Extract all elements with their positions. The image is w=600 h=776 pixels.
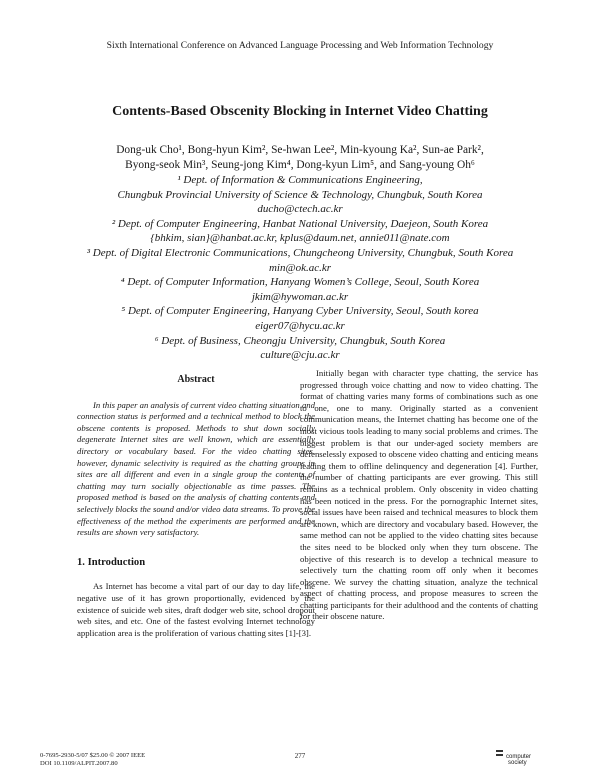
footer-isbn: 0-7695-2930-5/07 $25.00 © 2007 IEEE [40,752,146,759]
introduction-body: As Internet has become a vital part of our day to day life, the negative use of it has grown proportionally, evidenced by the existence of suicide web sites, draft dodger web site, school dropout web sites, and etc. One of the fastest evolving Internet technology application area is the proliferation of various chatting sites [1]-[3]. [77,581,315,638]
right-column [300,368,538,623]
logo-text-computer: computer [506,754,532,760]
affiliation-line: ² Dept. of Computer Engineering, Hanbat National University, Daejeon, South Korea [111,217,489,230]
footer-doi: DOI 10.1109/ALPIT.2007.80 [40,760,118,768]
paper-title: Contents-Based Obscenity Blocking in Internet Video Chatting [112,104,488,119]
logo-bar [496,750,503,752]
affiliation-line: ³ Dept. of Digital Electronic Communications, Chungcheong University, Chungbuk, South Korea [86,246,514,259]
left-column [77,374,315,639]
affiliation-line: ¹ Dept. of Information & Communications Engineering, [177,174,423,186]
computer-society-logo [496,748,542,770]
affiliation-line: ⁶ Dept. of Business, Cheongju University, Chungbuk, South Korea [154,334,446,347]
affiliation-line: ⁴ Dept. of Computer Information, Hanyang Women’s College, Seoul, South Korea [120,276,480,289]
affiliation-email: culture@cju.ac.kr [260,349,340,362]
conference-header: Sixth International Conference on Advanced Language Processing and Web Information Technology [106,40,494,51]
affiliation-email: min@ok.ac.kr [268,261,332,274]
author-block [40,143,560,363]
author-line: Dong-uk Cho¹, Bong-hyun Kim², Se-hwan Lee², Min-kyoung Ka², Sun-ae Park², [116,144,484,156]
affiliation-email: ducho@ctech.ac.kr [257,203,343,216]
abstract-body: In this paper an analysis of current video chatting situation and connection status is performed and a technical method to block the obscene contents is proposed. Methods to shut down socially degenerate Internet sites are well known, which are essentially directory or vocabulary based. For the video chatting sites, however, dynamic selectivity is required as the chatting groups in sites are all different and even in a single group the contents of chatting may turn socially objectionable as time passes. The proposed method is based on the analysis of chatting contents and selectively blocks the sound and/or video data streams. To prove the effectiveness of the method the experiments are performed and the results are shown very satisfactory. [77,399,315,538]
author-line: Byong-seok Min³, Seung-jong Kim⁴, Dong-kyun Lim⁵, and Sang-young Oh⁶ [125,159,475,171]
affiliation-email: eiger07@hycu.ac.kr [255,319,345,332]
affiliation-line: ⁵ Dept. of Computer Engineering, Hanyang Cyber University, Seoul, South korea [121,305,479,318]
page-number: 277 [294,752,306,760]
abstract-heading: Abstract [177,374,215,385]
right-column-body: Initially began with character type chatting, the service has progressed through voice chatting and now to video chatting. The format of chatting varies many forms of combinations such as one to one, one to many. Originally started as a convenient communication means, the Internet chatting has become one of the most vicious tools leading to many social problems and crimes. The biggest problem is that our under-aged society members are defenselessly exposed to obscene video chatting and enticing means leading them to offline delinquency and degeneration [4]. Further, the number of chatting participants are ever growing. This still remains as a technical problem. Only obscenity in video chatting has been noticed in the press. For the pornographic Internet sites, social issues have been raised and technical measures to block them are known, which are directory and vocabulary based. However, the same method can not be applied to the video chatting sites because the sites need to be blocked only when they turn obscene. The objective of this research is to develop a technical measure to selectively turn the chatting room off only when it becomes obscene. We survey the chatting situation, analyze the technical aspect of chatting process, and propose measures to screen the chatting participants for their adulthood and the contents of chatting for their obscene nature. [300,368,538,622]
affiliation-email: {bhkim, sian}@hanbat.ac.kr, kplus@daum.net, annie011@nate.com [150,232,450,245]
affiliation-line: Chungbuk Provincial University of Science & Technology, Chungbuk, South Korea [117,188,483,201]
logo-text-society: society [508,760,527,766]
affiliation-email: jkim@hywoman.ac.kr [251,290,349,303]
logo-bar [496,754,503,756]
introduction-heading: 1. Introduction [77,556,146,568]
